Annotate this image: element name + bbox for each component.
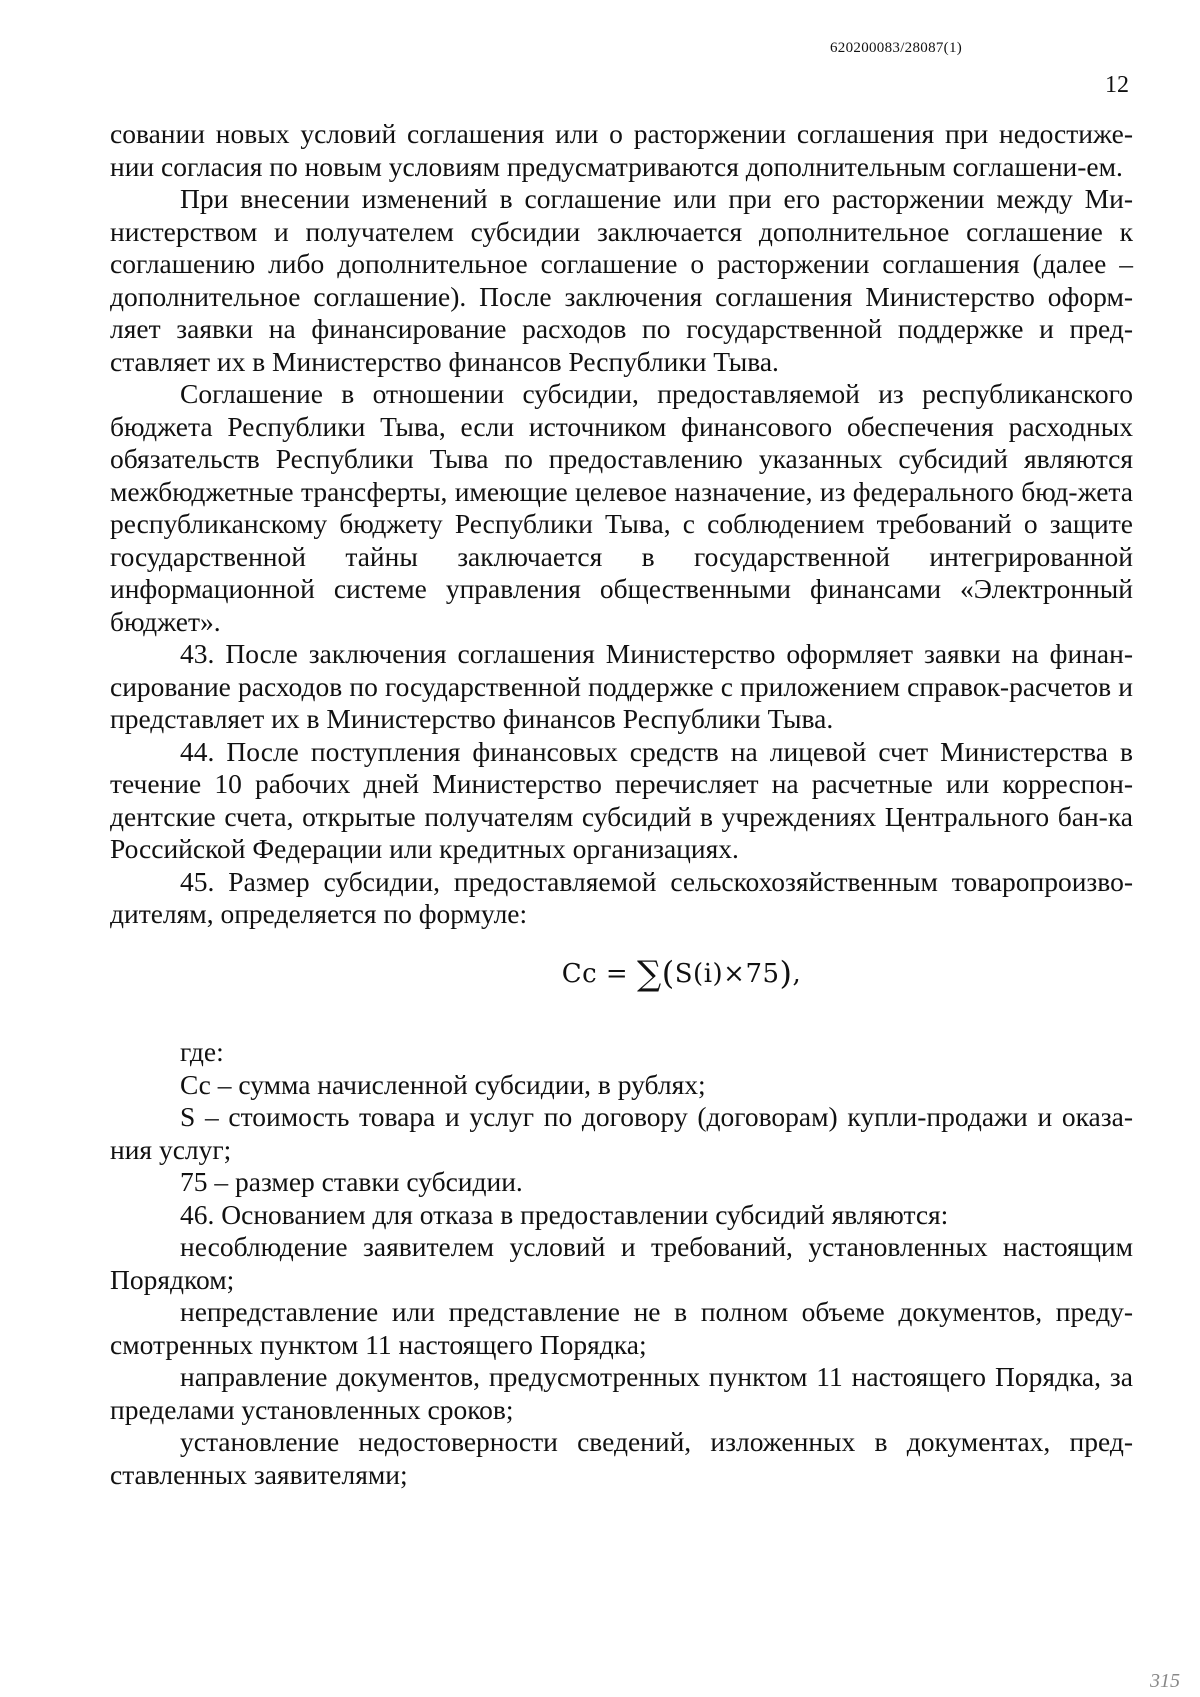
paragraph-def-75: 75 – размер ставки субсидии. — [180, 1166, 523, 1197]
paragraph-where: где: — [180, 1036, 224, 1067]
paragraph-refusal-3: направление документов, предусмотренных пунктом 11 настоящего Порядка, за пределами установленных сроков; — [110, 1361, 1133, 1425]
paragraph-46: 46. Основанием для отказа в предоставлении субсидий являются: — [180, 1198, 949, 1230]
paragraph-amendments: При внесении изменений в соглашение или при его расторжении между Ми-нистерством и получателем субсидии заключается дополнительное соглашение к соглашению либо дополнительное соглашение о расторжении соглашения (далее – дополнительное соглашение). После заключения соглашения Министерство оформ-ляет заявки на финансирование расходов по государственной поддержке и пред-ставляет их в Министерство финансов Республики Тыва. — [110, 183, 1133, 377]
paragraph-def-cc: Сс – сумма начисленной субсидии, в рублях; — [180, 1068, 706, 1100]
paragraph-45: 45. Размер субсидии, предоставляемой сельскохозяйственным товаропроизво-дителям, определяется по формуле: — [110, 865, 1133, 929]
paragraph-def-s: S – стоимость товара и услуг по договору (договорам) купли-продажи и оказа-ния услуг; — [110, 1101, 1133, 1165]
formula-body: S(i)×75 — [674, 958, 780, 989]
formula-trailing-comma: , — [792, 958, 802, 989]
paragraph-refusal-1: несоблюдение заявителем условий и требований, установленных настоящим Порядком; — [110, 1231, 1133, 1295]
page-number: 12 — [1105, 72, 1129, 98]
paragraph-continuation: сoвании новых условий соглашения или о расторжении соглашения при недостиже-нии согласия по новым условиям предусматриваются дополнительным соглашени-ем. — [110, 118, 1133, 182]
subsidy-formula — [110, 953, 1133, 994]
formula-lhs: Cc = — [561, 958, 629, 989]
paragraph-refusal-2: непредставление или представление не в полном объеме документов, преду-смотренных пунктом 11 настоящего Порядка; — [110, 1296, 1133, 1360]
handwritten-page-mark: 315 — [1150, 1670, 1180, 1692]
paragraph-43: 43. После заключения соглашения Министерство оформляет заявки на финан-сирование расходов по государственной поддержке с приложением справок-расчетов и представляет их в Министерство финансов Республики Тыва. — [110, 638, 1133, 734]
paragraph-refusal-4: установление недостоверности сведений, изложенных в документах, пред-ставленных заявителями; — [110, 1426, 1133, 1490]
document-body — [110, 118, 1133, 1491]
sigma-symbol: ∑ — [636, 953, 662, 994]
document-id: 620200083/28087(1) — [830, 40, 963, 56]
formula-open-paren: ( — [661, 953, 675, 992]
formula-close-paren: ) — [779, 953, 793, 992]
paragraph-44: 44. После поступления финансовых средств на лицевой счет Министерства в течение 10 рабочих дней Министерство перечисляет на расчетные или корреспон-дентские счета, открытые получателям субсидий в учреждениях Центрального бан-ка Российской Федерации или кредитных организациях. — [110, 735, 1133, 864]
paragraph-electronic-budget: Соглашение в отношении субсидии, предоставляемой из республиканского бюджета Республики Тыва, если источником финансового обеспечения расходных обязательств Республики Тыва по предоставлению указанных субсидий являются межбюджетные трансферты, имеющие целевое назначение, из федерального бюд-жета республиканскому бюджету Республики Тыва, с соблюдением требований о защите государственной тайны заключается в государственной интегрированной информационной системе управления общественными финансами «Электронный бюджет». — [110, 378, 1133, 637]
